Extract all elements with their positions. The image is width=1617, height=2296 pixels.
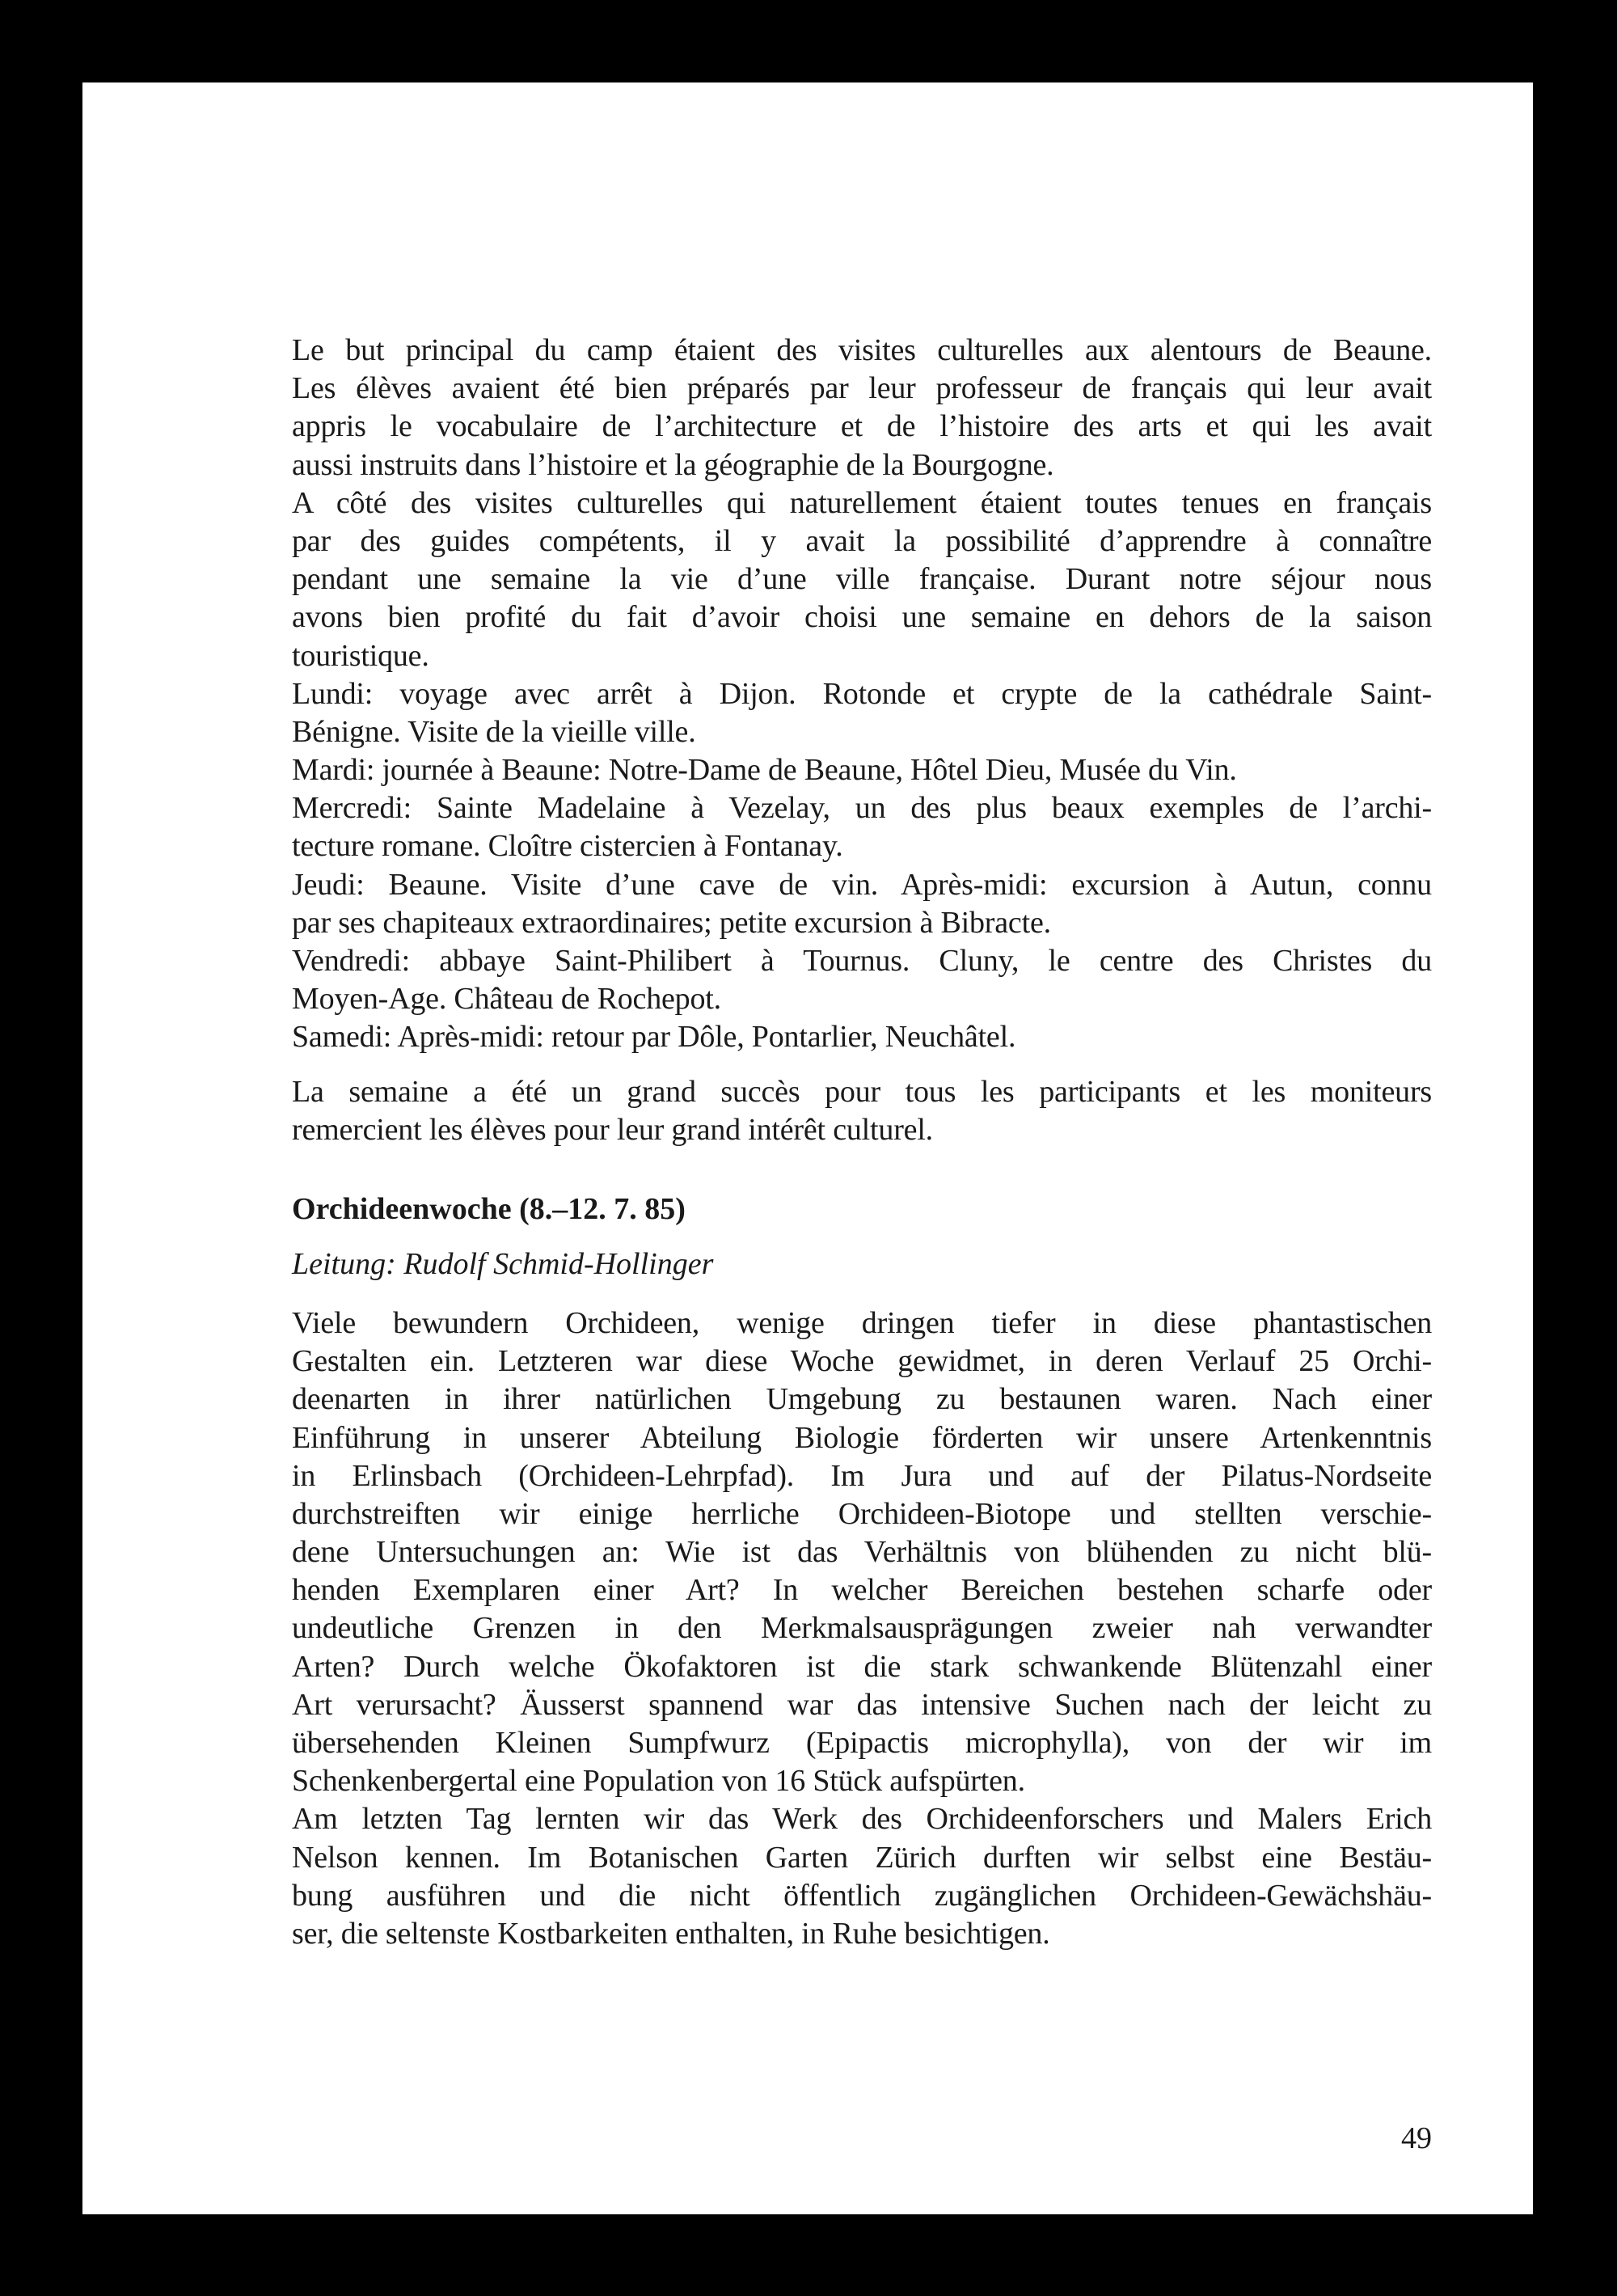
text-line: par des guides compétents, il y avait la possibilité d’apprendre à connaître (292, 523, 1432, 558)
text-line: tecture romane. Cloître cistercien à Fontanay. (292, 829, 843, 864)
paragraph-orchideen (292, 1304, 1432, 1953)
text-line: Vendredi: abbaye Saint-Philibert à Tournus. Cluny, le centre des Christes du (292, 944, 1432, 978)
text-line: undeutliche Grenzen in den Merkmalsausprägungen zweier nah verwandter (292, 1611, 1432, 1646)
section-heading: Orchideenwoche (8.–12. 7. 85) (292, 1191, 686, 1226)
page-number: 49 (1401, 2121, 1432, 2155)
text-line: Nelson kennen. Im Botanischen Garten Zürich durften wir selbst eine Bestäu- (292, 1840, 1432, 1875)
text-line: La semaine a été un grand succès pour tous les participants et les moniteurs (292, 1074, 1432, 1109)
text-line: Moyen-Age. Château de Rochepot. (292, 982, 721, 1017)
text-line: deenarten in ihrer natürlichen Umgebung zu bestaunen waren. Nach einer (292, 1382, 1432, 1417)
body-text (292, 332, 1432, 1953)
text-line: Les élèves avaient été bien préparés par leur professeur de français qui leur avait (292, 371, 1432, 406)
document-page (82, 82, 1533, 2214)
text-line: appris le vocabulaire de l’architecture et de l’histoire des arts et qui les avait (292, 409, 1432, 444)
text-line: Bénigne. Visite de la vieille ville. (292, 714, 696, 749)
text-line: Arten? Durch welche Ökofaktoren ist die stark schwankende Blütenzahl einer (292, 1649, 1432, 1684)
paragraph-camp-beaune (292, 332, 1432, 1057)
text-line: ser, die seltenste Kostbarkeiten enthalten, in Ruhe besichtigen. (292, 1916, 1050, 1951)
text-line: henden Exemplaren einer Art? In welcher Bereichen bestehen scharfe oder (292, 1573, 1432, 1608)
text-line: übersehenden Kleinen Sumpfwurz (Epipactis microphylla), von der wir im (292, 1726, 1432, 1760)
text-line: Le but principal du camp étaient des visites culturelles aux alentours de Beaune. (292, 333, 1432, 367)
paragraph-conclusion (292, 1073, 1432, 1149)
text-line: Schenkenbergertal eine Population von 16 Stück aufspürten. (292, 1764, 1025, 1799)
text-line: Jeudi: Beaune. Visite d’une cave de vin. Après-midi: excursion à Autun, connu (292, 867, 1432, 902)
text-line: remercient les élèves pour leur grand intérêt culturel. (292, 1112, 933, 1147)
text-line: pendant une semaine la vie d’une ville française. Durant notre séjour nous (292, 562, 1432, 597)
text-line: par ses chapiteaux extraordinaires; petite excursion à Bibracte. (292, 905, 1051, 940)
text-line: Gestalten ein. Letzteren war diese Woche gewidmet, in deren Verlauf 25 Orchi- (292, 1344, 1432, 1379)
text-line: aussi instruits dans l’histoire et la géographie de la Bourgogne. (292, 447, 1054, 482)
text-line: Einführung in unserer Abteilung Biologie förderten wir unsere Artenkenntnis (292, 1420, 1432, 1455)
text-line: avons bien profité du fait d’avoir choisi une semaine en dehors de la saison (292, 600, 1432, 635)
text-line: dene Untersuchungen an: Wie ist das Verhältnis von blühenden zu nicht blü- (292, 1535, 1432, 1570)
text-line: Art verursacht? Äusserst spannend war das intensive Suchen nach der leicht zu (292, 1687, 1432, 1722)
section-byline: Leitung: Rudolf Schmid-Hollinger (292, 1246, 714, 1281)
text-line: A côté des visites culturelles qui naturellement étaient toutes tenues en français (292, 485, 1432, 520)
text-line: Mardi: journée à Beaune: Notre-Dame de Beaune, Hôtel Dieu, Musée du Vin. (292, 753, 1237, 788)
text-line: Samedi: Après-midi: retour par Dôle, Pontarlier, Neuchâtel. (292, 1020, 1016, 1055)
text-line: Am letzten Tag lernten wir das Werk des Orchideenforschers und Malers Erich (292, 1802, 1432, 1837)
text-line: Mercredi: Sainte Madelaine à Vezelay, un des plus beaux exemples de l’archi- (292, 791, 1432, 826)
text-line: Viele bewundern Orchideen, wenige dringen tiefer in diese phantastischen (292, 1305, 1432, 1340)
text-line: Lundi: voyage avec arrêt à Dijon. Rotonde et crypte de la cathédrale Saint- (292, 676, 1432, 711)
text-line: in Erlinsbach (Orchideen-Lehrpfad). Im Jura und auf der Pilatus-Nordseite (292, 1458, 1432, 1493)
text-line: bung ausführen und die nicht öffentlich zugänglichen Orchideen-Gewächshäu- (292, 1878, 1432, 1913)
text-line: durchstreiften wir einige herrliche Orchideen-Biotope und stellten verschie- (292, 1496, 1432, 1531)
text-line: touristique. (292, 638, 429, 673)
